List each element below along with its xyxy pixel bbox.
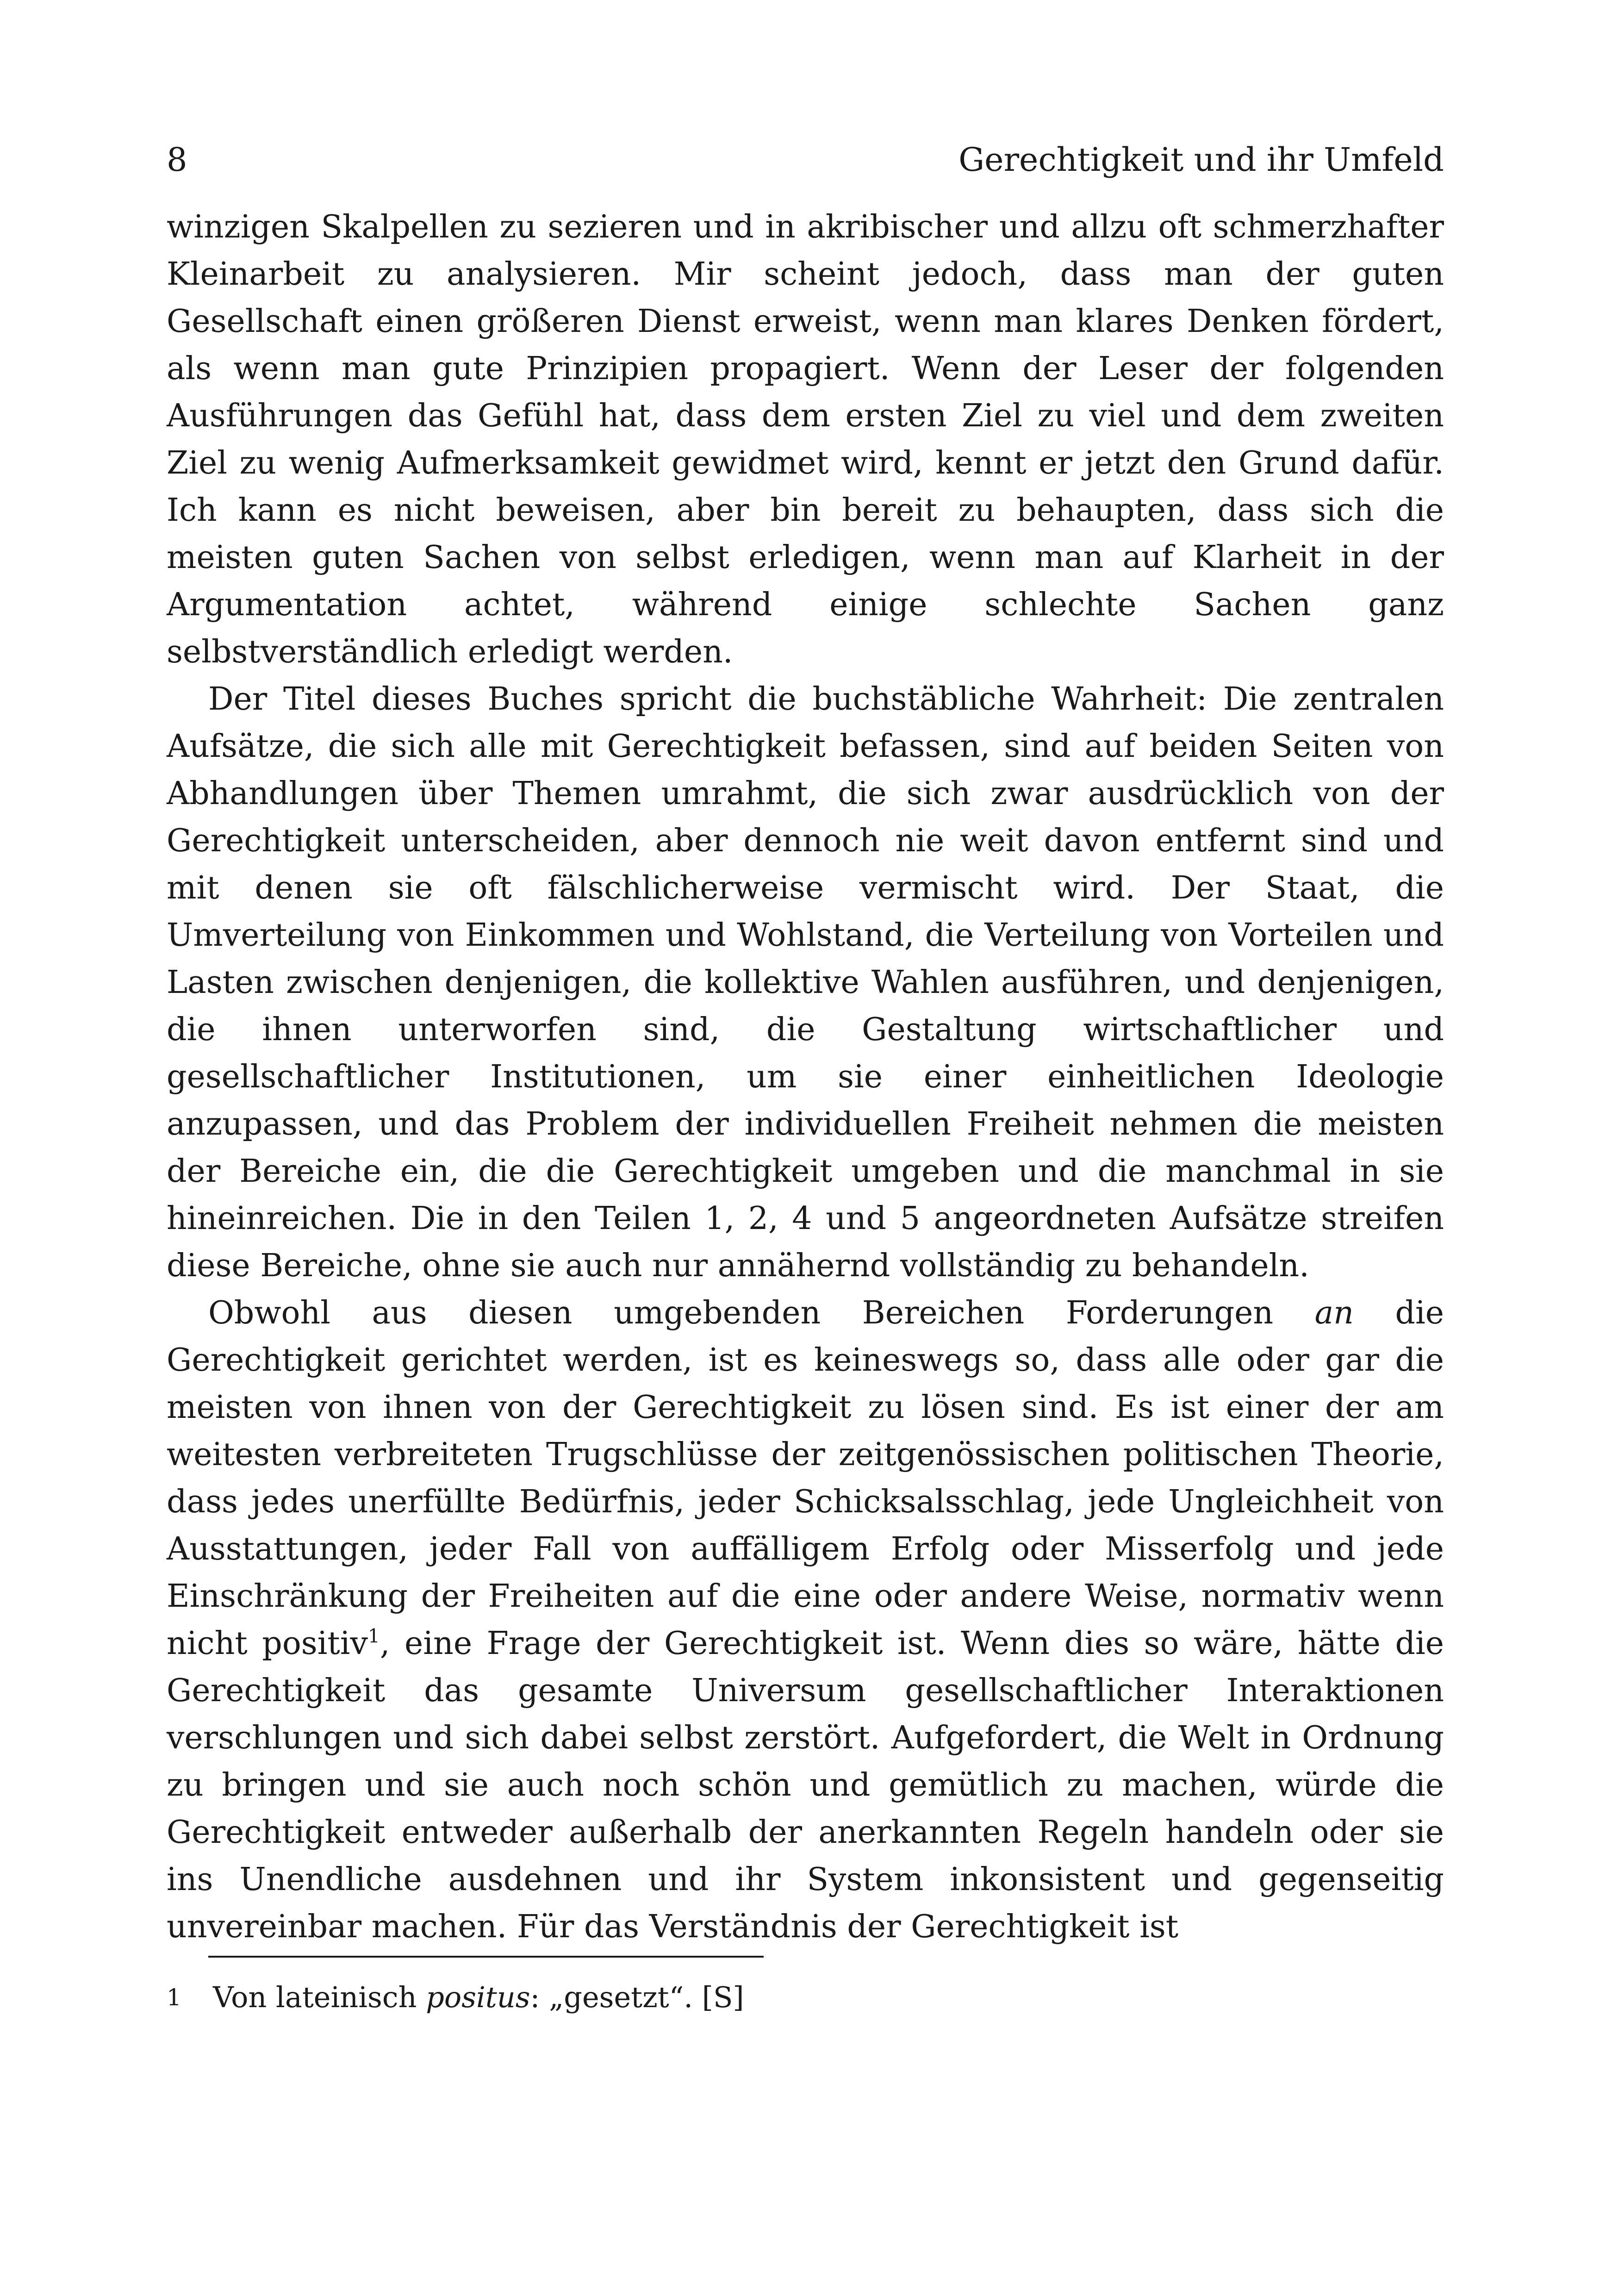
footnote-emphasis: positus bbox=[426, 1980, 530, 2014]
running-title: Gerechtigkeit und ihr Umfeld bbox=[958, 141, 1444, 179]
body-text bbox=[167, 204, 1444, 1951]
paragraph-3-text-a: Obwohl aus diesen umgebenden Bereichen Forderungen bbox=[208, 1295, 1315, 1331]
paragraph-1: winzigen Skalpellen zu sezieren und in akribischer und allzu oft schmerzhafter Kleinarbeit zu analysieren. Mir scheint jedoch, dass man der guten Gesellschaft einen größeren Dienst erweist, wenn man klares Denken fördert, als wenn man gute Prinzipien propagiert. Wenn der Leser der folgenden Ausführungen das Gefühl hat, dass dem ersten Ziel zu viel und dem zweiten Ziel zu wenig Aufmerksamkeit gewidmet wird, kennt er jetzt den Grund dafür. Ich kann es nicht beweisen, aber bin bereit zu behaupten, dass sich die meisten guten Sachen von selbst erledigen, wenn man auf Klarheit in der Argumentation achtet, während einige schlechte Sachen ganz selbstverständlich erledigt werden. bbox=[167, 209, 1444, 670]
footnote-text-b: : „gesetzt“. [S] bbox=[530, 1980, 744, 2014]
paragraph-3-text-c: , eine Frage der Gerechtigkeit ist. Wenn dies so wäre, hätte die Gerechtigkeit das gesamte Universum gesellschaftlicher Interaktionen verschlungen und sich dabei selbst zerstört. Aufgefordert, die Welt in Ordnung zu bringen und sie auch noch schön und gemütlich zu machen, würde die Gerechtigkeit entweder außerhalb der anerkannten Regeln handeln oder sie ins Unendliche ausdehnen und ihr System inkonsistent und gegenseitig unvereinbar machen. Für das Verständnis der Gerechtigkeit ist bbox=[167, 1625, 1444, 1945]
page bbox=[167, 134, 1444, 1951]
paragraph-3-text-b: die Gerechtigkeit gerichtet werden, ist es keineswegs so, dass alle oder gar die meisten von ihnen von der Gerechtigkeit zu lösen sind. Es ist einer der am weitesten verbreiteten Trugschlüsse der zeitgenössischen politischen Theorie, dass jedes unerfüllte Bedürfnis, jeder Schicksalsschlag, jede Ungleichheit von Ausstattungen, jeder Fall von auffälligem Erfolg oder Misserfolg und jede Einschränkung der Freiheiten auf die eine oder andere Weise, normativ wenn nicht positiv bbox=[167, 1295, 1444, 1662]
footnote-rule bbox=[208, 1956, 764, 1958]
footnote bbox=[167, 1974, 1444, 2021]
paragraph-2: Der Titel dieses Buches spricht die buchstäbliche Wahrheit: Die zentralen Aufsätze, die sich alle mit Gerechtigkeit befassen, sind auf beiden Seiten von Abhandlungen über Themen umrahmt, die sich zwar ausdrücklich von der Gerechtigkeit unterscheiden, aber dennoch nie weit davon entfernt sind und mit denen sie oft fälschlicherweise vermischt wird. Der Staat, die Umverteilung von Einkommen und Wohlstand, die Verteilung von Vorteilen und Lasten zwischen denjenigen, die kollektive Wahlen ausführen, und denjenigen, die ihnen unterworfen sind, die Gestaltung wirtschaftlicher und gesellschaftlicher Institutionen, um sie einer einheitlichen Ideologie anzupassen, und das Problem der individuellen Freiheit nehmen die meisten der Bereiche ein, die die Gerechtigkeit umgeben und die manchmal in sie hineinreichen. Die in den Teilen 1, 2, 4 und 5 angeordneten Aufsätze streifen diese Bereiche, ohne sie auch nur annähernd vollständig zu behandeln. bbox=[167, 681, 1444, 1284]
emphasis-an: an bbox=[1314, 1295, 1354, 1331]
running-head bbox=[167, 134, 1444, 185]
paragraph-3 bbox=[167, 1290, 1444, 1951]
page-number: 8 bbox=[167, 141, 187, 179]
footnote-reference[interactable]: 1 bbox=[367, 1625, 380, 1647]
footnote-number: 1 bbox=[167, 1984, 181, 2011]
footnote-text-a: Von lateinisch bbox=[213, 1980, 426, 2014]
